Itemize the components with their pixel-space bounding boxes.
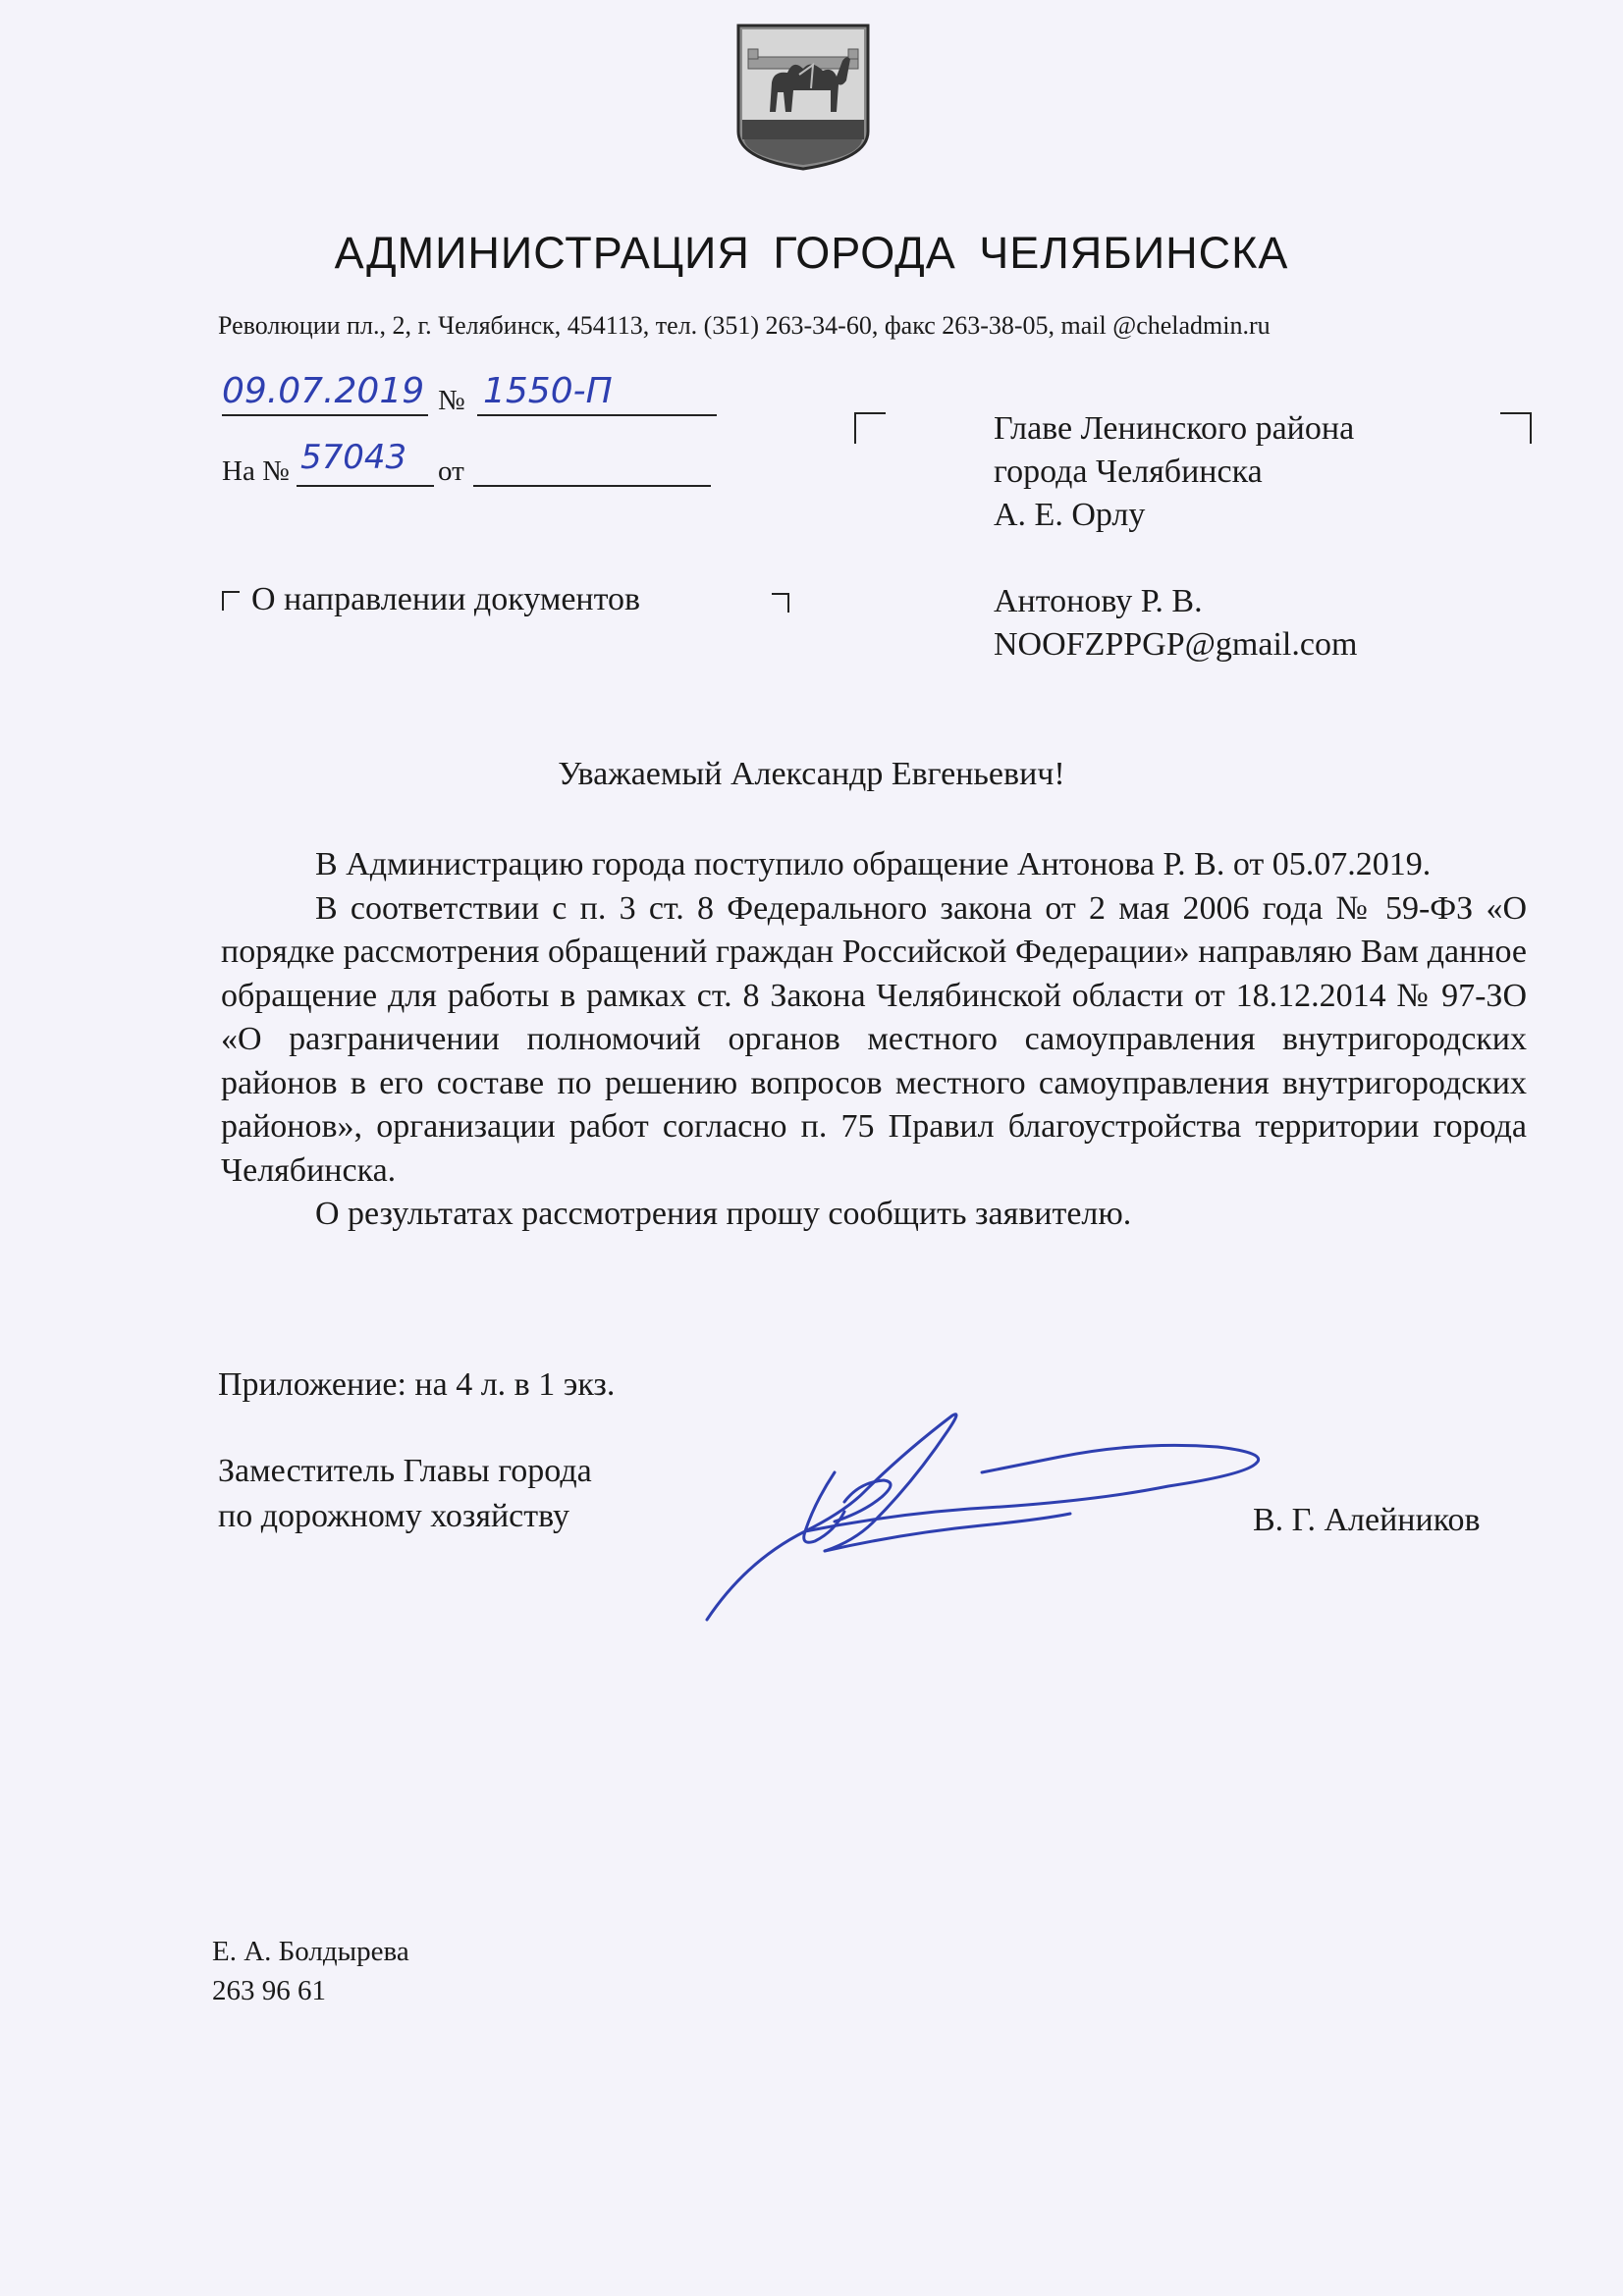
copy-recipient-name: Антонову Р. В.: [994, 583, 1203, 619]
number-underline: [477, 414, 717, 416]
date-underline: [222, 414, 428, 416]
subject: О направлении документов: [251, 581, 641, 617]
in-reply-label: На №: [222, 455, 290, 487]
recipient-line-1: Главе Ленинского района: [994, 410, 1355, 447]
signatory-position-line-1: Заместитель Главы города: [218, 1453, 592, 1489]
handwritten-signature: [687, 1404, 1276, 1629]
organization-address: Революции пл., 2, г. Челябинск, 454113, тел. (351) 263-34-60, факс 263-38-05, mail @cheladmin.ru: [218, 311, 1271, 340]
salutation: Уважаемый Александр Евгеньевич!: [558, 756, 1065, 792]
organization-title: АДМИНИСТРАЦИЯ ГОРОДА ЧЕЛЯБИНСКА: [334, 228, 1289, 278]
executor-name: Е. А. Болдырева: [212, 1936, 409, 1967]
letter-body: [221, 843, 1527, 1237]
signatory-position-line-2: по дорожному хозяйству: [218, 1498, 570, 1534]
in-reply-underline: [297, 485, 434, 487]
recipient-corner-left: [854, 412, 886, 444]
in-reply-number: 57043: [300, 438, 407, 477]
subject-corner-right: [772, 593, 789, 613]
attachment-note: Приложение: на 4 л. в 1 экз.: [218, 1366, 616, 1403]
body-paragraph-2: В соответствии с п. 3 ст. 8 Федерального закона от 2 мая 2006 года № 59-ФЗ «О порядке рассмотрения обращений граждан Российской Федерации» направляю Вам данное обращение для работы в рамках ст. 8 Закона Челябинской области от 18.12.2014 № 97-ЗО «О разграничении полномочий органов местного самоуправления внутригородских районов в его составе по решению вопросов местного самоуправления внутригородских районов», организации работ согласно п. 75 Правил благоустройства территории города Челябинска.: [221, 889, 1527, 1189]
body-paragraph-3: О результатах рассмотрения прошу сообщить заявителю.: [315, 1196, 1132, 1232]
chelyabinsk-coat-of-arms-icon: [734, 22, 872, 171]
from-label: от: [438, 455, 464, 487]
from-underline: [473, 485, 711, 487]
copy-recipient-email: NOOFZPPGP@gmail.com: [994, 626, 1358, 663]
executor-phone: 263 96 61: [212, 1975, 326, 2006]
recipient-line-2: города Челябинска: [994, 454, 1263, 490]
body-paragraph-1: В Администрацию города поступило обращение Антонова Р. В. от 05.07.2019.: [315, 846, 1432, 882]
outgoing-date: 09.07.2019: [222, 371, 425, 411]
recipient-corner-right: [1500, 412, 1532, 444]
subject-corner-left: [222, 591, 240, 611]
outgoing-number: 1550-П: [483, 371, 613, 411]
signatory-name: В. Г. Алейников: [1253, 1502, 1481, 1538]
recipient-line-3: А. Е. Орлу: [994, 497, 1146, 533]
number-sign: №: [438, 385, 465, 416]
